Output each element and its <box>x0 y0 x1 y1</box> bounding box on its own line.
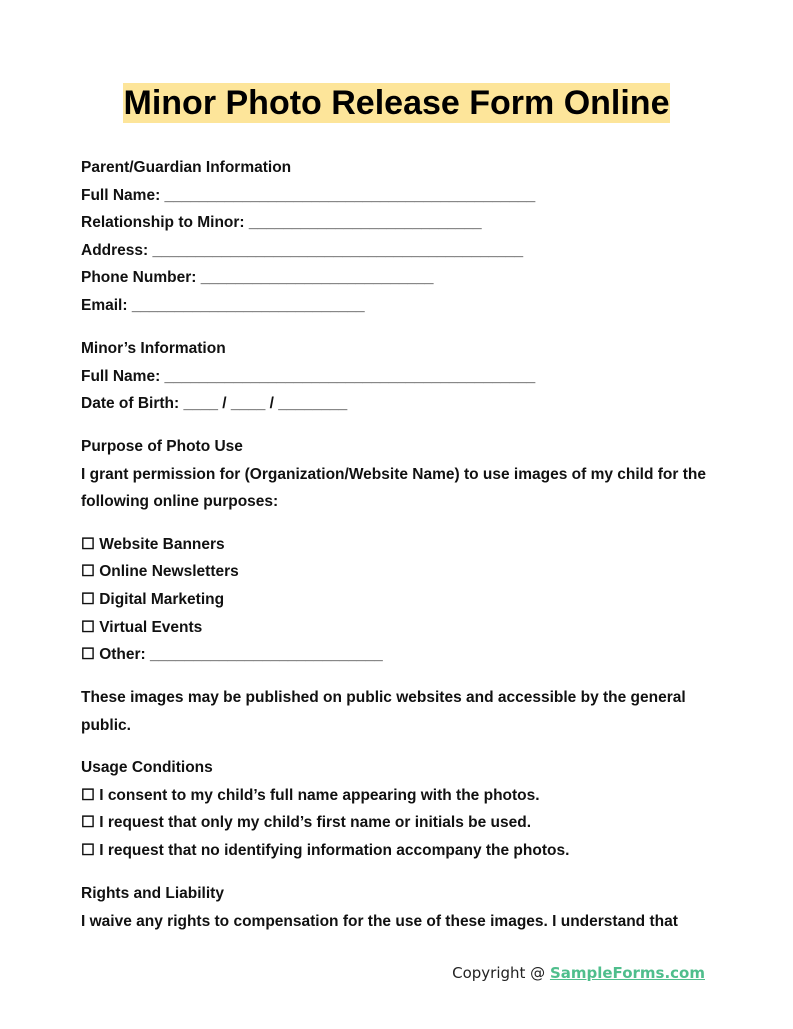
guardian-phone-field[interactable]: Phone Number: ___________________________ <box>81 269 434 287</box>
guardian-relationship-field[interactable]: Relationship to Minor: ___________________________ <box>81 214 482 232</box>
guardian-full-name-field[interactable]: Full Name: ___________________________________________ <box>81 186 536 204</box>
section-gap <box>81 515 711 531</box>
purpose-option-online-newsletters[interactable]: ☐ Online Newsletters <box>81 563 239 581</box>
guardian-email-field[interactable]: Email: ___________________________ <box>81 296 365 314</box>
usage-heading: Usage Conditions <box>81 759 213 777</box>
title-container <box>0 83 793 123</box>
sampleforms-link[interactable]: SampleForms.com <box>549 964 705 982</box>
rights-heading: Rights and Liability <box>81 885 224 903</box>
section-gap <box>81 865 711 881</box>
section-gap <box>81 418 711 434</box>
rights-text: I waive any rights to compensation for the use of these images. I understand that <box>81 912 678 930</box>
usage-option-first-name[interactable]: ☐ I request that only my child’s first name or initials be used. <box>81 814 532 832</box>
section-gap <box>81 739 711 755</box>
minor-dob-field[interactable]: Date of Birth: ____ / ____ / ________ <box>81 395 348 413</box>
purpose-text: I grant permission for (Organization/Website Name) to use images of my child for the following online purposes: <box>81 465 706 511</box>
purpose-option-digital-marketing[interactable]: ☐ Digital Marketing <box>81 591 225 609</box>
section-gap <box>81 320 711 336</box>
guardian-address-field[interactable]: Address: ___________________________________________ <box>81 241 524 259</box>
copyright-prefix: Copyright @ <box>452 964 550 982</box>
purpose-heading: Purpose of Photo Use <box>81 438 243 456</box>
minor-heading: Minor’s Information <box>81 340 226 358</box>
purpose-option-website-banners[interactable]: ☐ Website Banners <box>81 535 225 553</box>
section-gap <box>81 669 711 685</box>
usage-option-no-identifying[interactable]: ☐ I request that no identifying information accompany the photos. <box>81 842 570 859</box>
page-title: Minor Photo Release Form Online <box>123 84 670 122</box>
guardian-heading: Parent/Guardian Information <box>81 159 292 176</box>
form-body <box>81 154 711 935</box>
purpose-option-virtual-events[interactable]: ☐ Virtual Events <box>81 618 203 636</box>
copyright-footer <box>452 962 705 984</box>
publication-notice: These images may be published on public websites and accessible by the general public. <box>81 689 686 734</box>
minor-full-name-field[interactable]: Full Name: ___________________________________________ <box>81 367 536 385</box>
purpose-option-other[interactable]: ☐ Other: ___________________________ <box>81 646 383 664</box>
usage-option-full-name[interactable]: ☐ I consent to my child’s full name appearing with the photos. <box>81 786 540 804</box>
